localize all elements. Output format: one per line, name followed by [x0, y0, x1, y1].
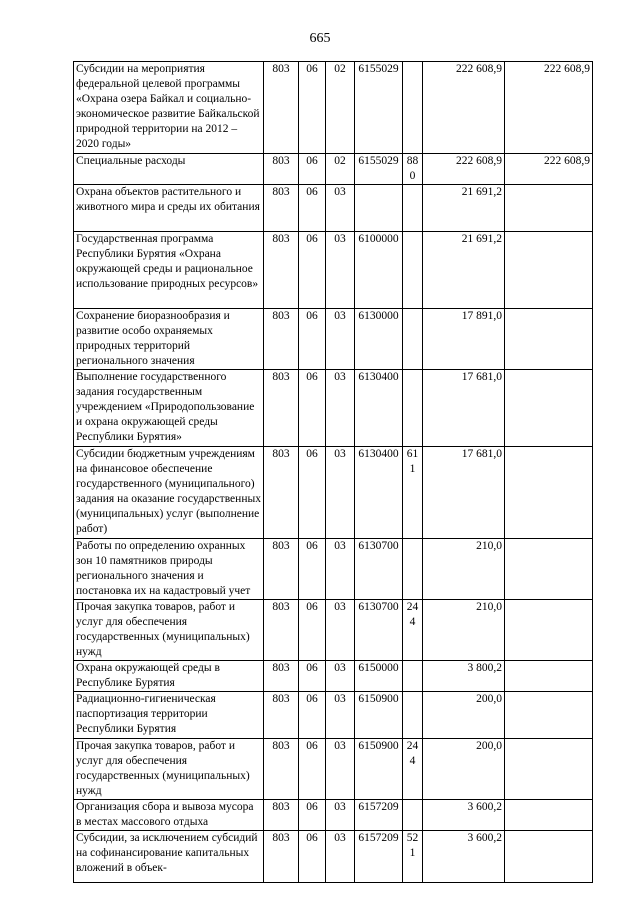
- cell-sum-1: 3 600,2: [423, 831, 505, 883]
- cell-name: Выполнение государственного задания государственным учреждением «Природопользование и охрана окружающей среды Республики Бурятия»: [74, 370, 264, 447]
- cell-csr: 6130000: [355, 309, 403, 370]
- cell-name: Работы по определению охранных зон 10 памятников природы регионального значения и постановка их на кадастровый учет: [74, 539, 264, 600]
- cell-sum-2: 222 608,9: [505, 62, 593, 154]
- cell-csr: 6150000: [355, 661, 403, 692]
- cell-ved: 803: [264, 370, 299, 447]
- cell-sum-2: [505, 831, 593, 883]
- cell-ved: 803: [264, 831, 299, 883]
- cell-pr: 03: [326, 370, 355, 447]
- cell-pr: 03: [326, 800, 355, 831]
- table-row: [74, 370, 593, 447]
- cell-ved: 803: [264, 692, 299, 739]
- cell-rz: 06: [299, 62, 326, 154]
- cell-vr: 611: [403, 447, 423, 539]
- table-row: [74, 692, 593, 739]
- cell-sum-2: [505, 309, 593, 370]
- cell-sum-2: [505, 661, 593, 692]
- cell-csr: 6157209: [355, 800, 403, 831]
- cell-rz: 06: [299, 800, 326, 831]
- cell-sum-1: 210,0: [423, 539, 505, 600]
- table-row: [74, 800, 593, 831]
- cell-sum-1: 17 681,0: [423, 447, 505, 539]
- cell-sum-2: [505, 539, 593, 600]
- cell-csr: 6130700: [355, 600, 403, 661]
- cell-ved: 803: [264, 232, 299, 309]
- table-row: [74, 600, 593, 661]
- cell-sum-2: [505, 370, 593, 447]
- cell-sum-1: 210,0: [423, 600, 505, 661]
- cell-ved: 803: [264, 539, 299, 600]
- cell-rz: 06: [299, 185, 326, 232]
- table-row: [74, 62, 593, 154]
- cell-pr: 03: [326, 661, 355, 692]
- cell-sum-1: 17 891,0: [423, 309, 505, 370]
- cell-sum-1: 3 800,2: [423, 661, 505, 692]
- cell-rz: 06: [299, 154, 326, 185]
- budget-table: [73, 61, 593, 883]
- cell-vr: [403, 62, 423, 154]
- table-row: [74, 309, 593, 370]
- cell-name: Сохранение биоразнообразия и развитие особо охраняемых природных территорий регионального значения: [74, 309, 264, 370]
- cell-vr: [403, 539, 423, 600]
- cell-ved: 803: [264, 447, 299, 539]
- cell-ved: 803: [264, 661, 299, 692]
- cell-csr: 6155029: [355, 154, 403, 185]
- table-row: [74, 185, 593, 232]
- table-row: [74, 539, 593, 600]
- cell-sum-2: [505, 600, 593, 661]
- cell-sum-1: 3 600,2: [423, 800, 505, 831]
- cell-csr: 6150900: [355, 739, 403, 800]
- cell-sum-2: [505, 800, 593, 831]
- cell-pr: 03: [326, 539, 355, 600]
- cell-name: Субсидии на мероприятия федеральной целевой программы «Охрана озера Байкал и социально-экономическое развитие Байкальской природной территории на 2012 – 2020 годы»: [74, 62, 264, 154]
- cell-ved: 803: [264, 739, 299, 800]
- cell-sum-1: 200,0: [423, 692, 505, 739]
- cell-pr: 03: [326, 692, 355, 739]
- cell-csr: 6155029: [355, 62, 403, 154]
- cell-sum-1: 222 608,9: [423, 154, 505, 185]
- cell-pr: 02: [326, 154, 355, 185]
- cell-sum-1: 21 691,2: [423, 185, 505, 232]
- cell-rz: 06: [299, 692, 326, 739]
- table-row: [74, 661, 593, 692]
- table-body: [74, 62, 593, 883]
- cell-vr: [403, 185, 423, 232]
- cell-csr: 6150900: [355, 692, 403, 739]
- cell-rz: 06: [299, 831, 326, 883]
- cell-name: Охрана окружающей среды в Республике Бурятия: [74, 661, 264, 692]
- cell-sum-2: 222 608,9: [505, 154, 593, 185]
- table-row: [74, 154, 593, 185]
- cell-rz: 06: [299, 539, 326, 600]
- cell-sum-2: [505, 232, 593, 309]
- cell-name: Субсидии, за исключением субсидий на софинансирование капитальных вложений в объек-: [74, 831, 264, 883]
- cell-rz: 06: [299, 600, 326, 661]
- cell-csr: 6130400: [355, 370, 403, 447]
- cell-sum-2: [505, 739, 593, 800]
- cell-vr: [403, 692, 423, 739]
- cell-name: Государственная программа Республики Бурятия «Охрана окружающей среды и рациональное использование природных ресурсов»: [74, 232, 264, 309]
- cell-rz: 06: [299, 447, 326, 539]
- cell-pr: 03: [326, 447, 355, 539]
- cell-vr: 521: [403, 831, 423, 883]
- cell-sum-2: [505, 692, 593, 739]
- cell-sum-2: [505, 185, 593, 232]
- table-row: [74, 831, 593, 883]
- cell-vr: 244: [403, 600, 423, 661]
- cell-name: Организация сбора и вывоза мусора в местах массового отдыха: [74, 800, 264, 831]
- table-row: [74, 447, 593, 539]
- cell-csr: [355, 185, 403, 232]
- cell-name: Прочая закупка товаров, работ и услуг для обеспечения государственных (муниципальных) нужд: [74, 600, 264, 661]
- cell-ved: 803: [264, 309, 299, 370]
- cell-sum-1: 17 681,0: [423, 370, 505, 447]
- cell-name: Субсидии бюджетным учреждениям на финансовое обеспечение государственного (муниципального) задания на оказание государственных (муниципальных) услуг (выполнение работ): [74, 447, 264, 539]
- page-number: 665: [309, 31, 331, 46]
- cell-sum-1: 200,0: [423, 739, 505, 800]
- cell-name: Радиационно-гигиеническая паспортизация территории Республики Бурятия: [74, 692, 264, 739]
- cell-pr: 03: [326, 309, 355, 370]
- cell-ved: 803: [264, 800, 299, 831]
- cell-sum-1: 222 608,9: [423, 62, 505, 154]
- cell-ved: 803: [264, 62, 299, 154]
- cell-pr: 03: [326, 739, 355, 800]
- cell-ved: 803: [264, 185, 299, 232]
- cell-rz: 06: [299, 661, 326, 692]
- cell-sum-2: [505, 447, 593, 539]
- cell-csr: 6157209: [355, 831, 403, 883]
- cell-vr: [403, 800, 423, 831]
- cell-name: Охрана объектов растительного и животного мира и среды их обитания: [74, 185, 264, 232]
- cell-csr: 6130400: [355, 447, 403, 539]
- cell-pr: 03: [326, 185, 355, 232]
- cell-csr: 6100000: [355, 232, 403, 309]
- cell-rz: 06: [299, 370, 326, 447]
- cell-name: Специальные расходы: [74, 154, 264, 185]
- cell-vr: [403, 232, 423, 309]
- cell-vr: [403, 661, 423, 692]
- cell-vr: 880: [403, 154, 423, 185]
- cell-rz: 06: [299, 232, 326, 309]
- cell-vr: [403, 370, 423, 447]
- cell-csr: 6130700: [355, 539, 403, 600]
- cell-vr: [403, 309, 423, 370]
- cell-rz: 06: [299, 739, 326, 800]
- cell-pr: 03: [326, 831, 355, 883]
- cell-pr: 03: [326, 232, 355, 309]
- table-row: [74, 739, 593, 800]
- cell-pr: 02: [326, 62, 355, 154]
- cell-pr: 03: [326, 600, 355, 661]
- table-row: [74, 232, 593, 309]
- cell-ved: 803: [264, 600, 299, 661]
- cell-sum-1: 21 691,2: [423, 232, 505, 309]
- cell-vr: 244: [403, 739, 423, 800]
- cell-rz: 06: [299, 309, 326, 370]
- cell-name: Прочая закупка товаров, работ и услуг для обеспечения государственных (муниципальных) нужд: [74, 739, 264, 800]
- cell-ved: 803: [264, 154, 299, 185]
